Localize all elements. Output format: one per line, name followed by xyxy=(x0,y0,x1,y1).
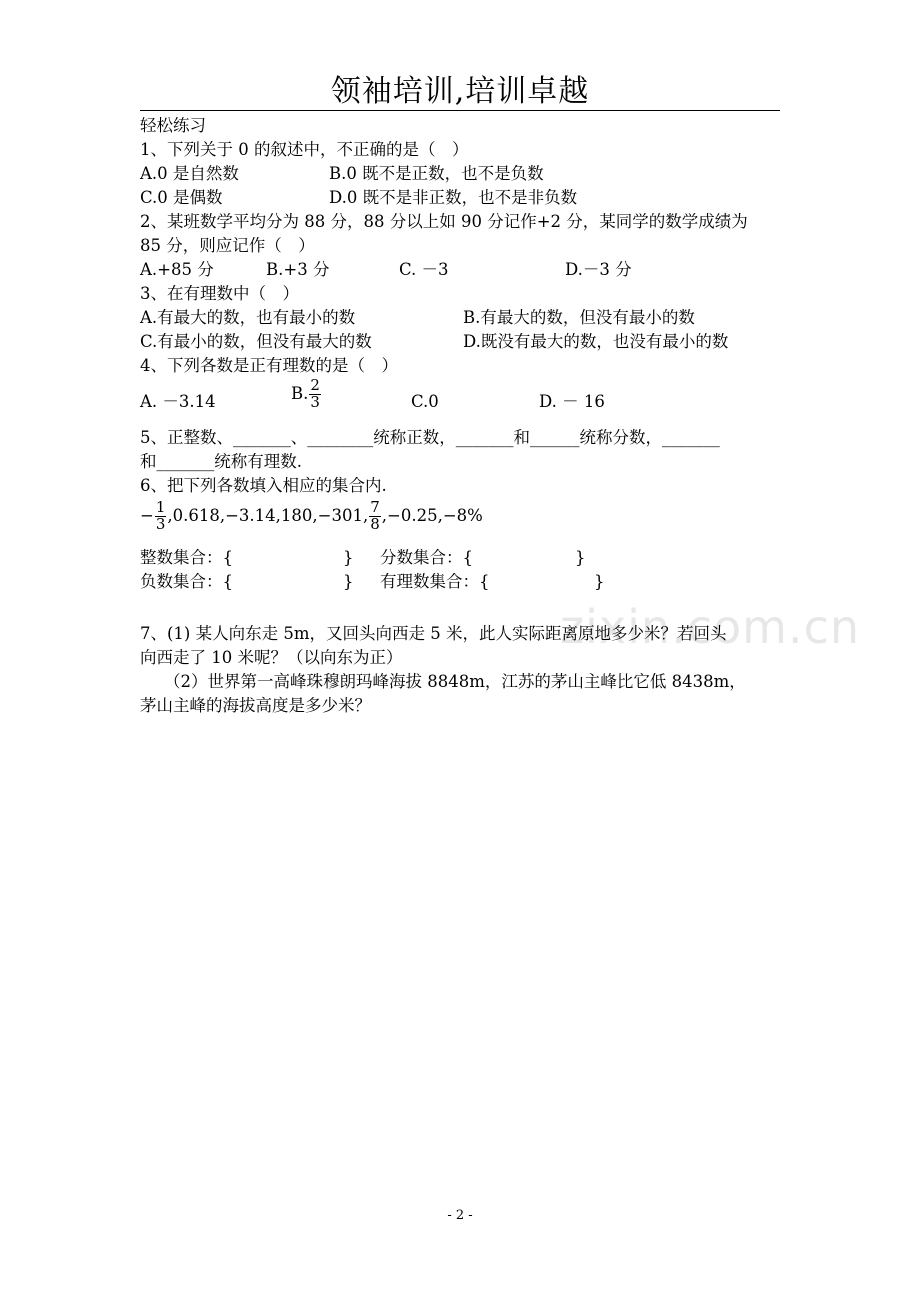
q4-option-b-label: B. xyxy=(291,383,309,403)
q2-option-b: B.+3 分 xyxy=(266,260,330,279)
fraction-set-close: } xyxy=(575,548,586,567)
q3-option-d: D.既没有最大的数，也没有最小的数 xyxy=(463,332,729,351)
q6-stem: 6、把下列各数填入相应的集合内. xyxy=(140,476,387,495)
q1-option-c: C.0 是偶数 xyxy=(140,188,223,207)
header-rule xyxy=(140,110,780,111)
q7-line4: 茅山主峰的海拔高度是多少米？ xyxy=(140,696,371,715)
q5-line2: 和_______统称有理数. xyxy=(140,452,302,471)
q3-option-c: C.有最小的数，但没有最大的数 xyxy=(140,332,372,351)
q7-line2: 向西走了 10 米呢？（以向东为正） xyxy=(140,648,403,667)
q5-line1: 5、正整数、_______、________统称正数，_______和______统称分数，_______ xyxy=(140,428,720,447)
q1-option-d: D.0 既不是非正数，也不是非负数 xyxy=(329,188,578,207)
q3-option-b: B.有最大的数，但没有最小的数 xyxy=(463,308,695,327)
q6-number-list: − $\frac{1}{3}$ ,0.618,−3.14,180,−301, $\frac{7}{8}$ ,−0.25,−8% xyxy=(140,498,483,533)
header-title: 领袖培训,培训卓越 xyxy=(330,74,590,109)
fraction-two-thirds: $\frac{2}{3}$ xyxy=(310,376,320,411)
integer-set-close: } xyxy=(343,548,354,567)
q1-stem: 1、下列关于 0 的叙述中，不正确的是（ ） xyxy=(140,140,469,159)
q3-option-a: A.有最大的数，也有最小的数 xyxy=(140,308,356,327)
q1-option-a: A.0 是自然数 xyxy=(140,164,239,183)
q2-option-c: C. －3 xyxy=(399,260,449,279)
rational-set-label: 有理数集合：{ xyxy=(380,572,490,591)
q2-stem-line2: 85 分，则应记作（ ） xyxy=(140,236,315,255)
fraction-seven-eighths: $\frac{7}{8}$ xyxy=(370,498,380,533)
q1-option-b: B.0 既不是正数，也不是负数 xyxy=(329,164,544,183)
integer-set-label: 整数集合：{ xyxy=(140,548,233,567)
q4-option-c: C.0 xyxy=(411,392,439,411)
watermark: zixin.com.cn xyxy=(560,600,861,654)
q7-line3: （2）世界第一高峰珠穆朗玛峰海拔 8848m，江苏的茅山主峰比它低 8438m， xyxy=(164,672,746,691)
fraction-set-label: 分数集合：{ xyxy=(380,548,473,567)
q4-option-d: D. － 16 xyxy=(539,392,605,411)
page-number: - 2 - xyxy=(447,1208,473,1223)
section-title: 轻松练习 xyxy=(140,116,206,135)
q4-stem: 4、下列各数是正有理数的是（ ） xyxy=(140,356,398,375)
q2-option-d: D.－3 分 xyxy=(565,260,632,279)
q7-line1: 7、(1) 某人向东走 5m，又回头向西走 5 米，此人实际距离原地多少米？若回头 xyxy=(140,624,727,643)
fraction-one-third: $\frac{1}{3}$ xyxy=(155,498,166,533)
rational-set-close: } xyxy=(594,572,605,591)
q4-option-b xyxy=(291,378,322,411)
negative-set-close: } xyxy=(343,572,354,591)
negative-set-label: 负数集合：{ xyxy=(140,572,233,591)
q4-option-a: A. －3.14 xyxy=(140,392,216,411)
q3-stem: 3、在有理数中（ ） xyxy=(140,284,299,303)
q2-option-a: A.+85 分 xyxy=(140,260,214,279)
q2-stem-line1: 2、某班数学平均分为 88 分，88 分以上如 90 分记作+2 分，某同学的数学成绩为 xyxy=(140,212,748,231)
